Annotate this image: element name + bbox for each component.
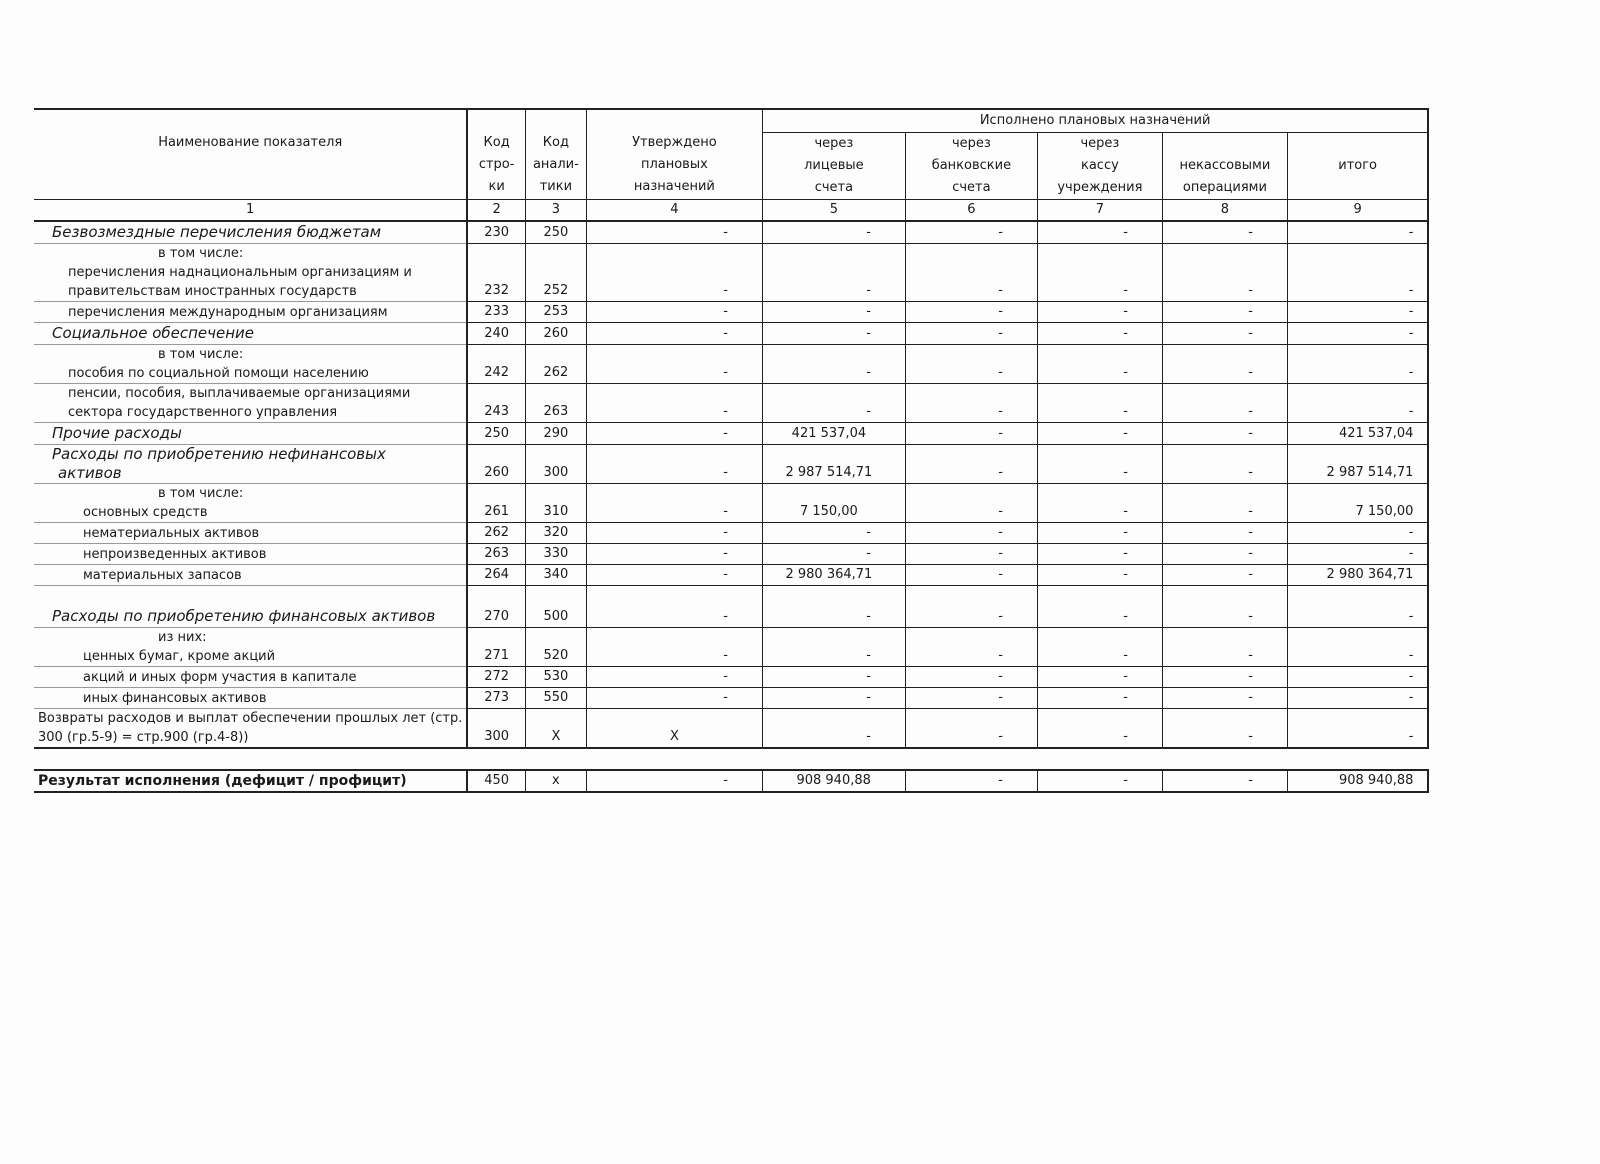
row-approved: - xyxy=(586,345,762,384)
row-cash: - xyxy=(1037,544,1162,565)
header-cash: через кассу учреждения xyxy=(1037,133,1162,200)
row-analytics: 530 xyxy=(525,667,586,688)
col-num-8: 8 xyxy=(1162,200,1287,222)
column-number-row xyxy=(34,200,1429,222)
row-total: - xyxy=(1287,384,1428,423)
row-total: 2 980 364,71 xyxy=(1287,565,1428,586)
row-analytics: 253 xyxy=(525,302,586,323)
header-row-1 xyxy=(34,109,1429,133)
row-total: - xyxy=(1287,244,1428,302)
row-personal: - xyxy=(762,523,905,544)
col-num-7: 7 xyxy=(1037,200,1162,222)
row-name xyxy=(34,244,467,302)
result-analytics: x xyxy=(525,770,586,792)
row-name-line: из них: xyxy=(158,630,207,645)
row-total: - xyxy=(1287,688,1428,709)
row-bank: - xyxy=(905,484,1037,523)
row-bank: - xyxy=(905,323,1037,345)
row-analytics: 500 xyxy=(525,586,586,628)
row-bank: - xyxy=(905,586,1037,628)
row-name-line: основных средств xyxy=(83,505,208,520)
row-name-line: нематериальных активов xyxy=(83,526,260,541)
row-noncash: - xyxy=(1162,244,1287,302)
row-noncash: - xyxy=(1162,445,1287,484)
row-name xyxy=(34,586,467,628)
row-approved: - xyxy=(586,484,762,523)
row-name-line: Возвраты расходов и выплат обеспечении прошлых лет (стр. xyxy=(38,711,463,726)
row-total: 7 150,00 xyxy=(1287,484,1428,523)
row-name xyxy=(34,628,467,667)
row-name xyxy=(34,565,467,586)
table-row xyxy=(34,221,1429,244)
row-name-line: Прочие расходы xyxy=(52,424,182,442)
row-noncash: - xyxy=(1162,667,1287,688)
row-noncash: - xyxy=(1162,384,1287,423)
row-code: 261 xyxy=(467,484,525,523)
col-num-4: 4 xyxy=(586,200,762,222)
row-analytics: 290 xyxy=(525,423,586,445)
row-personal: 2 980 364,71 xyxy=(762,565,905,586)
row-name xyxy=(34,221,467,244)
row-personal: - xyxy=(762,709,905,749)
table-row xyxy=(34,667,1429,688)
row-code: 264 xyxy=(467,565,525,586)
row-approved: - xyxy=(586,586,762,628)
row-noncash: - xyxy=(1162,221,1287,244)
row-name-line: в том числе: xyxy=(158,486,244,501)
result-code: 450 xyxy=(467,770,525,792)
table-row xyxy=(34,445,1429,484)
row-name xyxy=(34,544,467,565)
row-name-line: Расходы по приобретению нефинансовых xyxy=(52,445,386,463)
row-name xyxy=(34,445,467,484)
row-analytics: 330 xyxy=(525,544,586,565)
row-cash: - xyxy=(1037,221,1162,244)
table-row xyxy=(34,688,1429,709)
row-name-line: пособия по социальной помощи населению xyxy=(68,366,369,381)
table-row xyxy=(34,544,1429,565)
row-analytics: 263 xyxy=(525,384,586,423)
col-num-9: 9 xyxy=(1287,200,1428,222)
row-total: - xyxy=(1287,628,1428,667)
row-name-line: Расходы по приобретению финансовых активов xyxy=(52,607,436,625)
row-analytics: 520 xyxy=(525,628,586,667)
row-cash: - xyxy=(1037,628,1162,667)
row-cash: - xyxy=(1037,688,1162,709)
row-analytics: 252 xyxy=(525,244,586,302)
row-cash: - xyxy=(1037,384,1162,423)
table-row xyxy=(34,244,1429,302)
row-personal: - xyxy=(762,384,905,423)
row-noncash: - xyxy=(1162,565,1287,586)
row-bank: - xyxy=(905,688,1037,709)
row-code: 270 xyxy=(467,586,525,628)
row-bank: - xyxy=(905,544,1037,565)
row-total: - xyxy=(1287,667,1428,688)
table-row xyxy=(34,484,1429,523)
row-analytics: 250 xyxy=(525,221,586,244)
row-noncash: - xyxy=(1162,423,1287,445)
row-total: - xyxy=(1287,323,1428,345)
row-approved: - xyxy=(586,423,762,445)
header-name: Наименование показателя xyxy=(34,109,467,200)
row-total: - xyxy=(1287,709,1428,749)
row-code: 240 xyxy=(467,323,525,345)
row-bank: - xyxy=(905,384,1037,423)
row-analytics: 262 xyxy=(525,345,586,384)
row-name xyxy=(34,423,467,445)
row-noncash: - xyxy=(1162,523,1287,544)
row-personal: 7 150,00 xyxy=(762,484,905,523)
row-cash: - xyxy=(1037,302,1162,323)
row-approved: X xyxy=(586,709,762,749)
row-noncash: - xyxy=(1162,302,1287,323)
row-name-line: в том числе: xyxy=(158,347,244,362)
row-cash: - xyxy=(1037,445,1162,484)
row-code: 233 xyxy=(467,302,525,323)
row-analytics: X xyxy=(525,709,586,749)
row-total: - xyxy=(1287,586,1428,628)
row-code: 260 xyxy=(467,445,525,484)
row-name xyxy=(34,302,467,323)
row-personal: 421 537,04 xyxy=(762,423,905,445)
row-name-line: перечисления международным организациям xyxy=(68,305,388,320)
row-bank: - xyxy=(905,667,1037,688)
row-analytics: 320 xyxy=(525,523,586,544)
row-total: - xyxy=(1287,302,1428,323)
row-analytics: 300 xyxy=(525,445,586,484)
row-approved: - xyxy=(586,445,762,484)
table-row xyxy=(34,323,1429,345)
row-cash: - xyxy=(1037,484,1162,523)
row-code: 230 xyxy=(467,221,525,244)
row-noncash: - xyxy=(1162,628,1287,667)
row-bank: - xyxy=(905,302,1037,323)
row-bank: - xyxy=(905,445,1037,484)
row-analytics: 340 xyxy=(525,565,586,586)
row-analytics: 550 xyxy=(525,688,586,709)
expenses-table xyxy=(34,108,1429,793)
row-total: - xyxy=(1287,544,1428,565)
row-total: 421 537,04 xyxy=(1287,423,1428,445)
result-name: Результат исполнения (дефицит / профицит) xyxy=(34,770,467,792)
row-personal: - xyxy=(762,544,905,565)
row-code: 250 xyxy=(467,423,525,445)
row-name-line: непроизведенных активов xyxy=(83,547,267,562)
row-name xyxy=(34,688,467,709)
header-executed: Исполнено плановых назначений xyxy=(762,109,1428,133)
row-personal: - xyxy=(762,323,905,345)
row-name-line: Социальное обеспечение xyxy=(52,324,255,342)
header-noncash: некассовыми операциями xyxy=(1162,133,1287,200)
row-code: 243 xyxy=(467,384,525,423)
row-cash: - xyxy=(1037,565,1162,586)
row-approved: - xyxy=(586,544,762,565)
table-row xyxy=(34,565,1429,586)
result-personal: 908 940,88 xyxy=(762,770,905,792)
row-personal: - xyxy=(762,586,905,628)
row-name xyxy=(34,323,467,345)
row-name-line: в том числе: xyxy=(158,246,244,261)
row-total: - xyxy=(1287,345,1428,384)
row-approved: - xyxy=(586,221,762,244)
row-personal: - xyxy=(762,221,905,244)
row-bank: - xyxy=(905,221,1037,244)
row-name xyxy=(34,384,467,423)
row-cash: - xyxy=(1037,323,1162,345)
row-noncash: - xyxy=(1162,709,1287,749)
row-code: 272 xyxy=(467,667,525,688)
row-analytics: 310 xyxy=(525,484,586,523)
row-cash: - xyxy=(1037,523,1162,544)
row-approved: - xyxy=(586,523,762,544)
header-personal: через лицевые счета xyxy=(762,133,905,200)
row-approved: - xyxy=(586,323,762,345)
row-name-line: сектора государственного управления xyxy=(68,405,338,420)
row-bank: - xyxy=(905,565,1037,586)
col-num-5: 5 xyxy=(762,200,905,222)
row-personal: - xyxy=(762,345,905,384)
row-name-line: пенсии, пособия, выплачиваемые организациями xyxy=(68,386,411,401)
row-code: 263 xyxy=(467,544,525,565)
row-cash: - xyxy=(1037,423,1162,445)
row-name xyxy=(34,709,467,749)
row-bank: - xyxy=(905,709,1037,749)
table-row xyxy=(34,423,1429,445)
table-row xyxy=(34,302,1429,323)
row-noncash: - xyxy=(1162,544,1287,565)
row-noncash: - xyxy=(1162,484,1287,523)
row-noncash: - xyxy=(1162,323,1287,345)
row-bank: - xyxy=(905,523,1037,544)
row-approved: - xyxy=(586,628,762,667)
row-cash: - xyxy=(1037,244,1162,302)
row-total: - xyxy=(1287,523,1428,544)
col-num-3: 3 xyxy=(525,200,586,222)
result-noncash: - xyxy=(1162,770,1287,792)
result-row xyxy=(34,770,1429,792)
row-personal: - xyxy=(762,688,905,709)
header-approved: Утверждено плановых назначений xyxy=(586,109,762,200)
header-total: итого xyxy=(1287,133,1428,200)
row-cash: - xyxy=(1037,667,1162,688)
header-code-analytics: Код анали- тики xyxy=(525,109,586,200)
row-name xyxy=(34,523,467,544)
result-approved: - xyxy=(586,770,762,792)
row-personal: - xyxy=(762,628,905,667)
row-name-line: активов xyxy=(58,464,122,482)
row-noncash: - xyxy=(1162,688,1287,709)
row-name-line: перечисления наднациональным организациям и xyxy=(68,265,412,280)
table-row xyxy=(34,586,1429,628)
row-noncash: - xyxy=(1162,586,1287,628)
result-bank: - xyxy=(905,770,1037,792)
row-name-line: правительствам иностранных государств xyxy=(68,284,357,299)
row-bank: - xyxy=(905,244,1037,302)
row-name-line: материальных запасов xyxy=(83,568,242,583)
header-code-line: Код стро- ки xyxy=(467,109,525,200)
row-approved: - xyxy=(586,302,762,323)
col-num-6: 6 xyxy=(905,200,1037,222)
row-cash: - xyxy=(1037,586,1162,628)
table-row xyxy=(34,709,1429,749)
result-cash: - xyxy=(1037,770,1162,792)
row-cash: - xyxy=(1037,709,1162,749)
row-code: 262 xyxy=(467,523,525,544)
header-bank: через банковские счета xyxy=(905,133,1037,200)
col-num-2: 2 xyxy=(467,200,525,222)
row-bank: - xyxy=(905,628,1037,667)
row-total: - xyxy=(1287,221,1428,244)
row-name-line: ценных бумаг, кроме акций xyxy=(83,649,276,664)
row-analytics: 260 xyxy=(525,323,586,345)
row-noncash: - xyxy=(1162,345,1287,384)
row-code: 271 xyxy=(467,628,525,667)
row-code: 273 xyxy=(467,688,525,709)
table-row xyxy=(34,628,1429,667)
row-personal: - xyxy=(762,302,905,323)
row-name-line: Безвозмездные перечисления бюджетам xyxy=(52,223,382,241)
row-cash: - xyxy=(1037,345,1162,384)
row-personal: - xyxy=(762,667,905,688)
row-total: 2 987 514,71 xyxy=(1287,445,1428,484)
row-approved: - xyxy=(586,244,762,302)
row-name-line: акций и иных форм участия в капитале xyxy=(83,670,357,685)
budget-report-sheet xyxy=(34,108,1434,793)
row-name xyxy=(34,345,467,384)
row-approved: - xyxy=(586,667,762,688)
row-code: 242 xyxy=(467,345,525,384)
row-name-line: 300 (гр.5-9) = стр.900 (гр.4-8)) xyxy=(38,730,249,745)
row-personal: 2 987 514,71 xyxy=(762,445,905,484)
row-approved: - xyxy=(586,688,762,709)
row-code: 300 xyxy=(467,709,525,749)
result-total: 908 940,88 xyxy=(1287,770,1428,792)
row-name xyxy=(34,667,467,688)
row-approved: - xyxy=(586,565,762,586)
row-approved: - xyxy=(586,384,762,423)
row-bank: - xyxy=(905,423,1037,445)
col-num-1: 1 xyxy=(34,200,467,222)
row-name-line: иных финансовых активов xyxy=(83,691,267,706)
table-row xyxy=(34,384,1429,423)
row-bank: - xyxy=(905,345,1037,384)
row-code: 232 xyxy=(467,244,525,302)
table-row xyxy=(34,523,1429,544)
row-personal: - xyxy=(762,244,905,302)
table-row xyxy=(34,345,1429,384)
row-name xyxy=(34,484,467,523)
